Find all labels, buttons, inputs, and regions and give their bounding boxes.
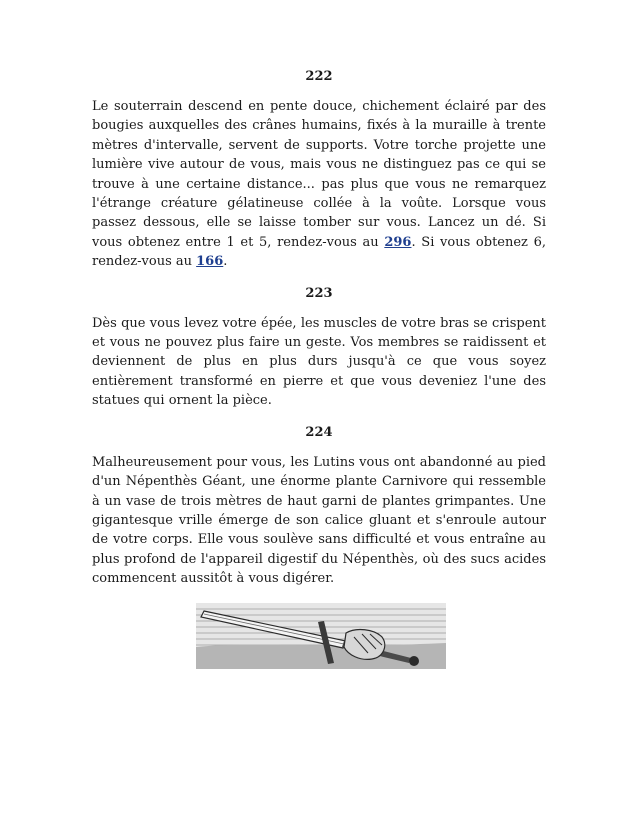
section-number-224: 224 <box>305 424 333 440</box>
section-text-222-part3: . <box>223 254 228 270</box>
section-text-224: Malheureusement pour vous, les Lutins vous ont abandonné au pied d'un Népenthès Géant, une énorme plante Carnivore qui ressemble à un vase de trois mètres de haut garni de plantes grimpantes. Une gigantesque vrille émerge de son calice gluant et s'enroule autour de votre corps. Elle vous soulève sans difficulté et vous entraîne au plus profond de l'appareil digestif du Népenthès, où des sucs acides commencent aussitôt à vous digérer. <box>92 454 546 587</box>
section-number-222: 222 <box>305 69 333 84</box>
sword-hand-illustration-icon <box>196 603 446 669</box>
link-section-166[interactable]: 166 <box>196 254 224 270</box>
section-text-222 <box>92 97 546 272</box>
section-number-223: 223 <box>305 285 333 301</box>
book-page <box>92 68 546 602</box>
section-text-222-part1: Le souterrain descend en pente douce, chichement éclairé par des bougies auxquelles des crânes humains, fixés à la muraille à trente mètres d'intervalle, servent de supports. Votre torche projette une lumière vive autour de vous, mais vous ne distinguez pas ce qui se trouve à une certaine distance... pas plus que vous ne remarquez l'étrange créature gélatineuse collée à la voûte. Lorsque vous passez dessous, elle se laisse tomber sur vous. Lancez un dé. Si vous obtenez entre 1 et 5, rendez-vous au <box>92 99 546 250</box>
link-section-296[interactable]: 296 <box>384 234 412 250</box>
section-text-223: Dès que vous levez votre épée, les muscles de votre bras se crispent et vous ne pouvez plus faire un geste. Vos membres se raidissent et deviennent de plus en plus durs jusqu'à ce que vous soyez entièrement transformé en pierre et que vous deveniez l'une des statues qui ornent la pièce. <box>92 315 546 409</box>
section-text-222-part2: . Si vous obtenez 6, rendez-vous au <box>92 234 546 270</box>
